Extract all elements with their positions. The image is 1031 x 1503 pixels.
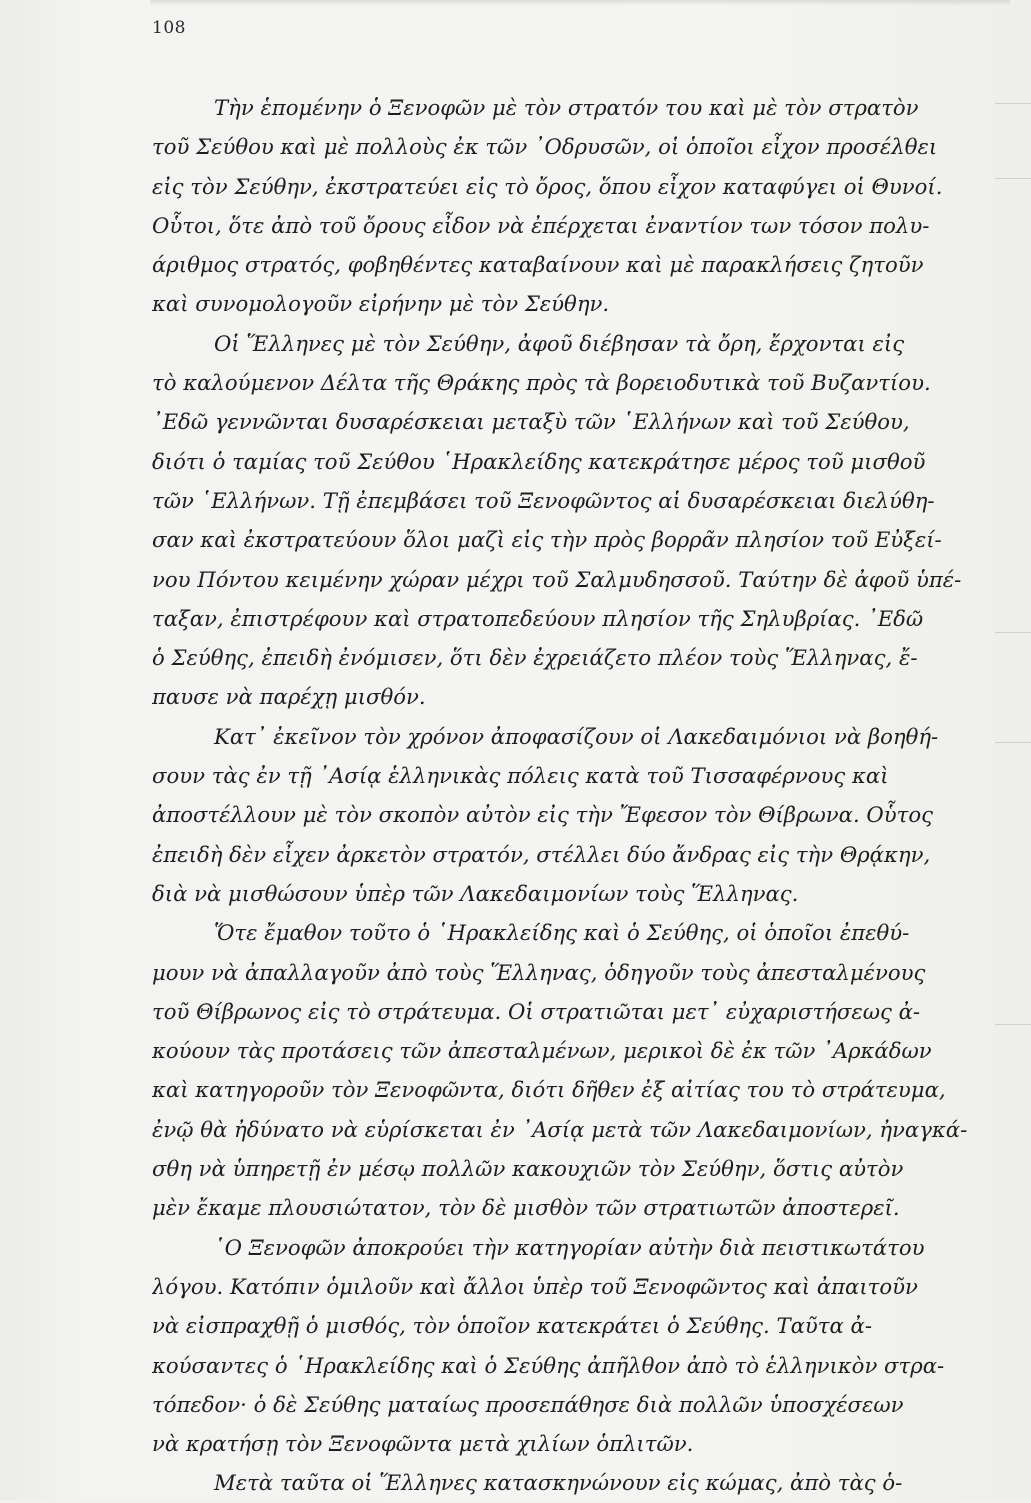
text-line: ἐπειδὴ δὲν εἶχεν ἀρκετὸν στρατόν, στέλλει δύο ἄνδρας εἰς τὴν Θρᾴκην,	[152, 841, 931, 867]
text-line: διότι ὁ ταμίας τοῦ Σεύθου ῾Ηρακλείδης κατεκράτησε μέρος τοῦ μισθοῦ	[152, 448, 926, 474]
text-line: νου Πόντου κειμένην χώραν μέχρι τοῦ Σαλμυδησσοῦ. Ταύτην δὲ ἀφοῦ ὑπέ-	[152, 566, 962, 592]
text-line: παυσε νὰ παρέχῃ μισθόν.	[152, 684, 426, 710]
text-line: Τὴν ἑπομένην ὁ Ξενοφῶν μὲ τὸν στρατόν του καὶ μὲ τὸν στρατὸν	[214, 95, 919, 120]
text-line: ῾Ο Ξενοφῶν ἀποκρούει τὴν κατηγορίαν αὐτὴν διὰ πειστικωτάτου	[214, 1234, 925, 1260]
text-line: σαν καὶ ἐκστρατεύουν ὅλοι μαζὶ εἰς τὴν πρὸς βορρᾶν πλησίον τοῦ Εὐξεί-	[152, 527, 942, 553]
body-text	[152, 88, 1014, 1503]
text-line: σουν τὰς ἐν τῇ ᾿Ασίᾳ ἑλληνικὰς πόλεις κατὰ τοῦ Τισσαφέρνους καὶ	[152, 763, 889, 789]
text-line: Κατ᾿ ἐκεῖνον τὸν χρόνον ἀποφασίζουν οἱ Λακεδαιμόνιοι νὰ βοηθή-	[214, 723, 939, 749]
text-line: Οἱ Ἕλληνες μὲ τὸν Σεύθην, ἀφοῦ διέβησαν τὰ ὄρη, ἔρχονται εἰς	[214, 330, 905, 356]
text-line: κούσαντες ὁ ῾Ηρακλείδης καὶ ὁ Σεύθης ἀπῆλθον ἀπὸ τὸ ἑλληνικὸν στρα-	[152, 1352, 945, 1378]
text-line: ἀποστέλλουν μὲ τὸν σκοπὸν αὐτὸν εἰς τὴν Ἔφεσον τὸν Θίβρωνα. Οὗτος	[152, 802, 934, 828]
text-line: μὲν ἔκαμε πλουσιώτατον, τὸν δὲ μισθὸν τῶν στρατιωτῶν ἀποστερεῖ.	[152, 1195, 900, 1221]
page-number: 108	[152, 18, 186, 38]
text-line: ὁ Σεύθης, ἐπειδὴ ἐνόμισεν, ὅτι δὲν ἐχρειάζετο πλέον τοὺς Ἕλληνας, ἔ-	[152, 645, 918, 671]
text-line: ἐνῷ θὰ ἠδύνατο νὰ εὑρίσκεται ἐν ᾿Ασίᾳ μετὰ τῶν Λακεδαιμονίων, ἠναγκά-	[152, 1116, 968, 1142]
text-line: τόπεδον· ὁ δὲ Σεύθης ματαίως προσεπάθησε διὰ πολλῶν ὑποσχέσεων	[152, 1391, 904, 1417]
text-line: διὰ νὰ μισθώσουν ὑπὲρ τῶν Λακεδαιμονίων τοὺς Ἕλληνας.	[152, 880, 799, 906]
text-line: λόγου. Κατόπιν ὁμιλοῦν καὶ ἄλλοι ὑπὲρ τοῦ Ξενοφῶντος καὶ ἀπαιτοῦν	[152, 1273, 918, 1299]
text-line: εἰς τὸν Σεύθην, ἐκστρατεύει εἰς τὸ ὄρος, ὅπου εἶχον καταφύγει οἱ Θυνοί.	[152, 173, 943, 199]
text-line: τῶν ῾Ελλήνων. Τῇ ἐπεμβάσει τοῦ Ξενοφῶντος αἱ δυσαρέσκειαι διελύθη-	[152, 487, 935, 513]
text-line: άριθμος στρατός, φοβηθέντες καταβαίνουν καὶ μὲ παρακλήσεις ζητοῦν	[152, 252, 924, 278]
text-line: Μετὰ ταῦτα οἱ Ἕλληνες κατασκηνώνουν εἰς κώμας, ἀπὸ τὰς ὁ-	[214, 1470, 903, 1496]
text-line: Οὗτοι, ὅτε ἀπὸ τοῦ ὄρους εἶδον νὰ ἐπέρχεται ἐναντίον των τόσον πολυ-	[152, 212, 930, 238]
text-line: νὰ κρατήσῃ τὸν Ξενοφῶντα μετὰ χιλίων ὁπλιτῶν.	[152, 1431, 694, 1457]
top-edge-shadow	[150, 0, 1010, 6]
text-line: τὸ καλούμενον Δέλτα τῆς Θράκης πρὸς τὰ βορειοδυτικὰ τοῦ Βυζαντίου.	[152, 370, 931, 396]
text-line: ταξαν, ἐπιστρέφουν καὶ στρατοπεδεύουν πλησίον τῆς Σηλυβρίας. ᾿Εδῶ	[152, 605, 924, 631]
text-line: μουν νὰ ἀπαλλαγοῦν ἀπὸ τοὺς Ἕλληνας, ὁδηγοῦν τοὺς ἀπεσταλμένους	[152, 959, 926, 985]
text-line: κούουν τὰς προτάσεις τῶν ἀπεσταλμένων, μερικοὶ δὲ ἐκ τῶν ᾿Αρκάδων	[152, 1038, 932, 1064]
text-line: Ὅτε ἔμαθον τοῦτο ὁ ῾Ηρακλείδης καὶ ὁ Σεύθης, οἱ ὁποῖοι ἐπεθύ-	[214, 920, 910, 946]
text-line: καὶ συνομολογοῦν εἰρήνην μὲ τὸν Σεύθην.	[152, 291, 610, 317]
text-line: τοῦ Θίβρωνος εἰς τὸ στράτευμα. Οἱ στρατιῶται μετ᾿ εὐχαριστήσεως ἀ-	[152, 998, 921, 1024]
text-line: καὶ κατηγοροῦν τὸν Ξενοφῶντα, διότι δῆθεν ἐξ αἰτίας του τὸ στράτευμα,	[152, 1077, 946, 1103]
text-line: τοῦ Σεύθου καὶ μὲ πολλοὺς ἐκ τῶν ᾿Οδρυσῶν, οἱ ὁποῖοι εἶχον προσέλθει	[152, 134, 938, 160]
text-line: σθη νὰ ὑπηρετῇ ἐν μέσῳ πολλῶν κακουχιῶν τὸν Σεύθην, ὅστις αὐτὸν	[152, 1156, 904, 1182]
text-line: νὰ εἰσπραχθῇ ὁ μισθός, τὸν ὁποῖον κατεκράτει ὁ Σεύθης. Ταῦτα ἀ-	[152, 1313, 873, 1339]
text-line: ᾿Εδῶ γεννῶνται δυσαρέσκειαι μεταξὺ τῶν ῾Ελλήνων καὶ τοῦ Σεύθου,	[152, 409, 910, 435]
